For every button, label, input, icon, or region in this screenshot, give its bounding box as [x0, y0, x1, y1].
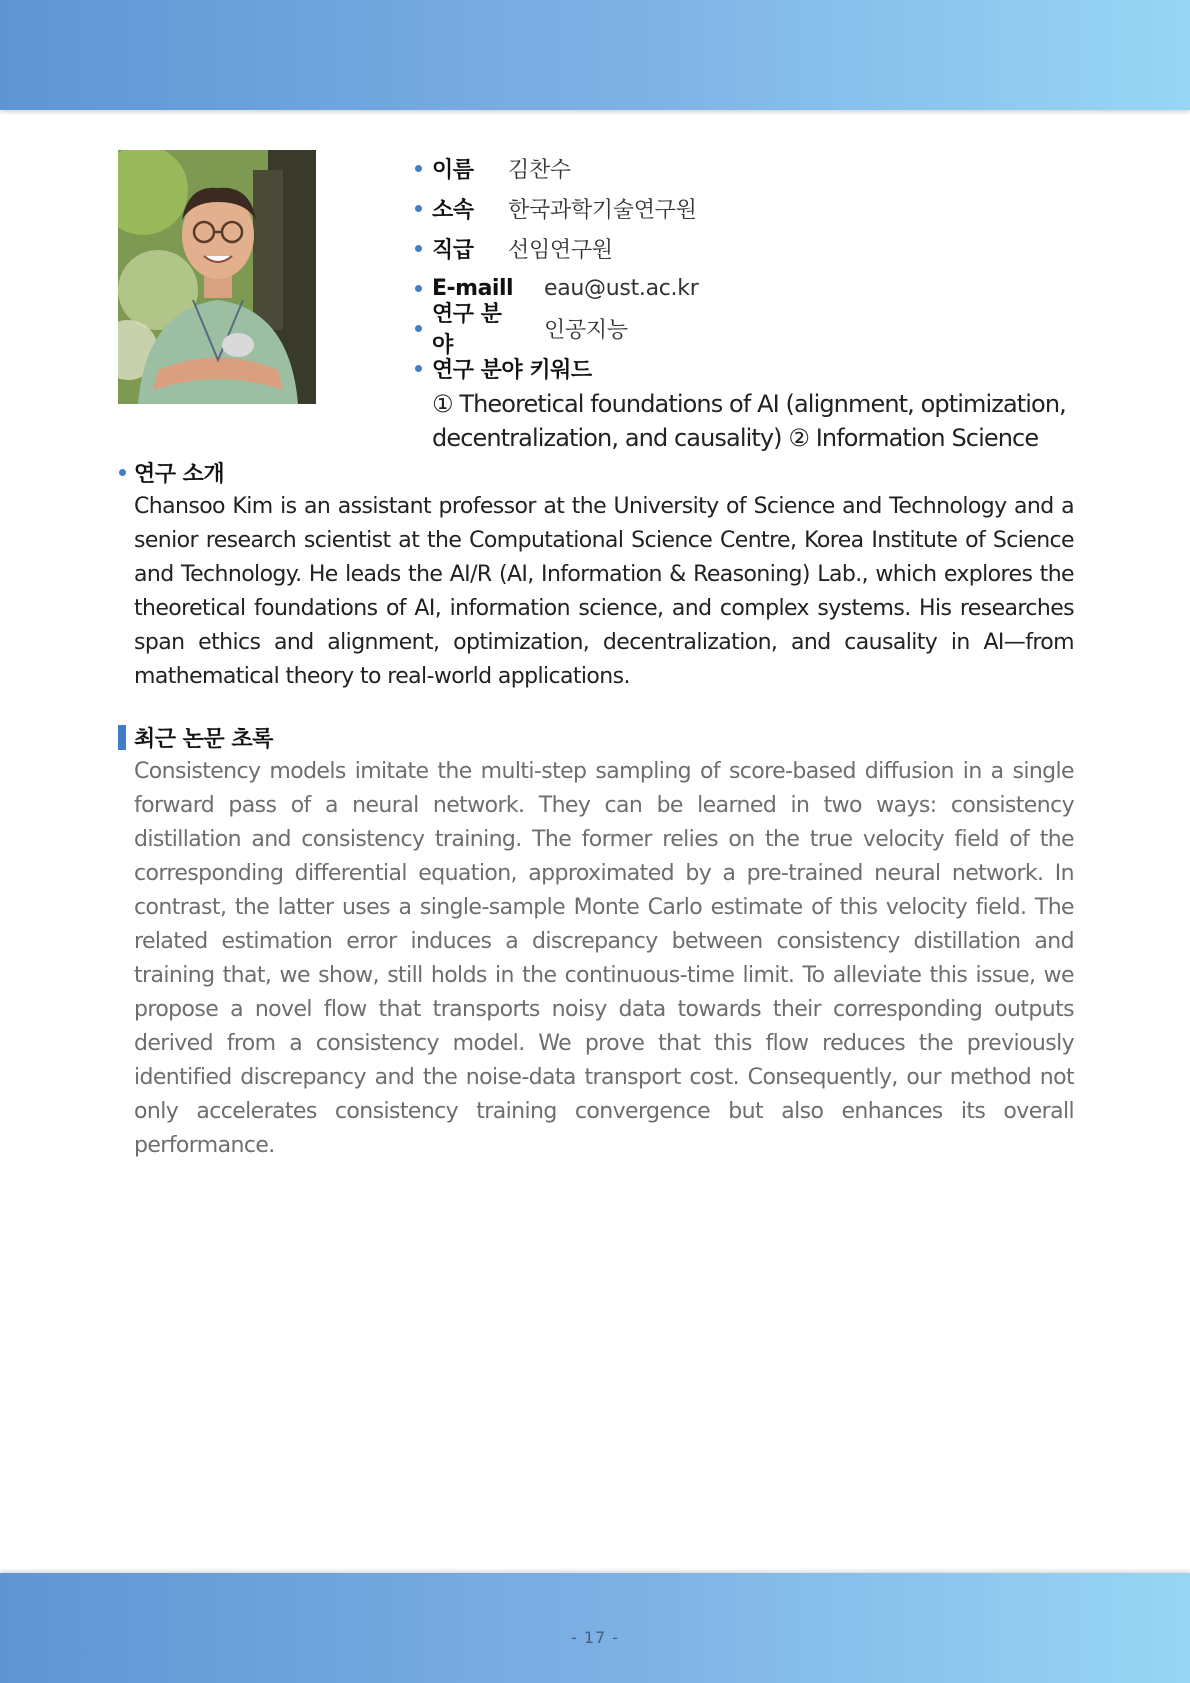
email-label: E-maill — [432, 275, 514, 301]
research-field-value: 인공지능 — [544, 317, 628, 343]
email-value[interactable]: eau@ust.ac.kr — [544, 275, 699, 301]
recent-paper-heading: 최근 논문 초록 — [118, 721, 273, 753]
position-label: 직급 — [432, 237, 474, 263]
profile-photo — [118, 150, 316, 404]
name-label: 이름 — [432, 157, 474, 183]
keywords-text: ① Theoretical foundations of AI (alignment, optimization, decentralization, and causality) ② Information Science — [432, 390, 1066, 452]
profile-item-research-field — [414, 302, 1094, 358]
name-value: 김찬수 — [508, 157, 571, 183]
research-field-label: 연구 분야 — [432, 302, 502, 358]
profile-item-affiliation — [414, 188, 1094, 228]
research-intro-heading: 연구 소개 — [118, 456, 224, 488]
page-number: - 17 - — [570, 1628, 620, 1647]
profile-item-keywords — [414, 348, 1094, 388]
research-intro-body: Chansoo Kim is an assistant professor at the University of Science and Technology and a senior research scientist at the Computational Science Centre, Korea Institute of Science and Technology. He leads the AI/R (AI, Information & Reasoning) Lab., which explores the theoretical foundations of AI, information science, and complex systems. His researches span ethics and alignment, optimization, decentralization, and causality in AI—from mathematical theory to real-world applications. — [134, 494, 1074, 689]
header-band — [0, 0, 1190, 110]
profile-item-name — [414, 148, 1094, 188]
affiliation-value: 한국과학기술연구원 — [508, 197, 697, 223]
portrait-illustration — [118, 150, 316, 404]
affiliation-label: 소속 — [432, 197, 474, 223]
keywords-label: 연구 분야 키워드 — [432, 357, 592, 383]
recent-paper-abstract: Consistency models imitate the multi-step sampling of score-based diffusion in a single forward pass of a neural network. They can be learned in two ways: consistency distillation and consistency training. The former relies on the true velocity field of the corresponding differential equation, approximated by a pre-trained neural network. In contrast, the latter uses a single-sample Monte Carlo estimate of this velocity field. The related estimation error induces a discrepancy between consistency distillation and training that, we show, still holds in the continuous-time limit. To alleviate this issue, we propose a novel flow that transports noisy data towards their corresponding outputs derived from a consistency model. We prove that this flow reduces the previously identified discrepancy and the noise-data transport cost. Consequently, our method not only accelerates consistency training convergence but also enhances its overall performance. — [134, 759, 1074, 1158]
position-value: 선임연구원 — [508, 237, 613, 263]
profile-item-position — [414, 228, 1094, 268]
profile-info-list — [414, 148, 1094, 388]
